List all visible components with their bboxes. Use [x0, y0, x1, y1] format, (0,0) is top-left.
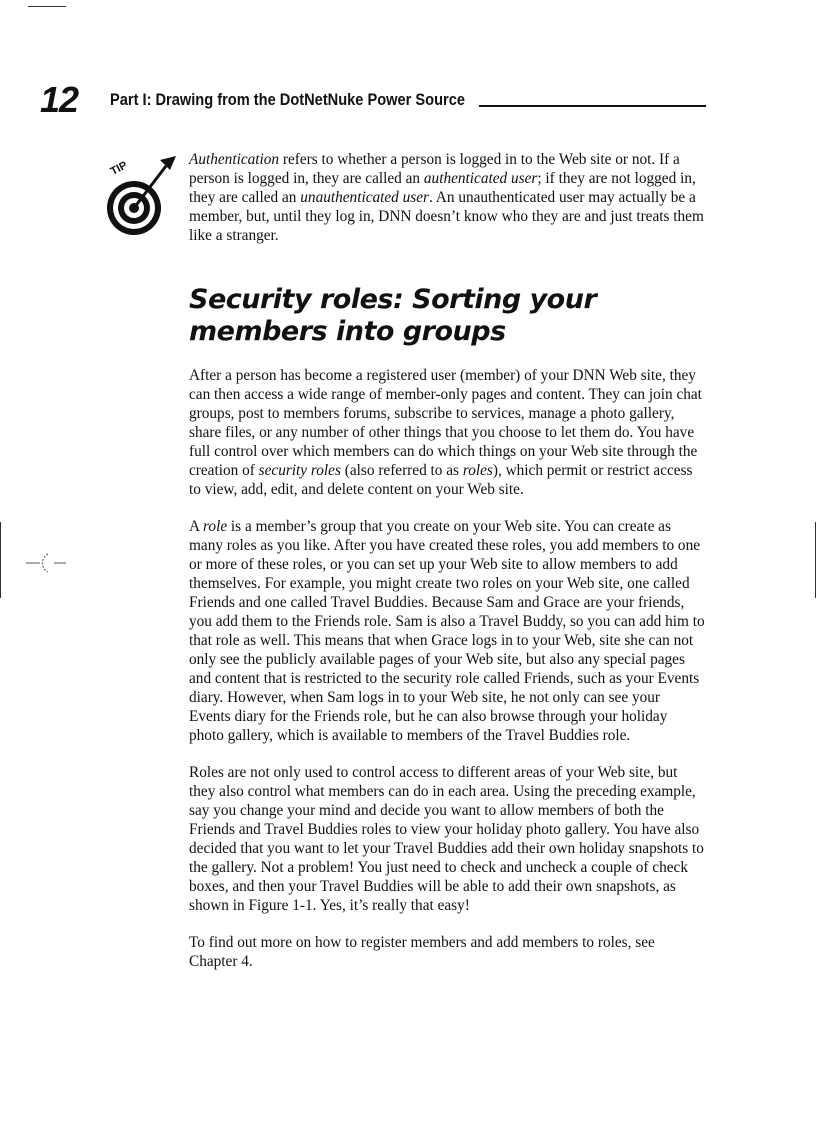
crop-mark-top: [28, 6, 66, 7]
crop-mark-left: [0, 522, 1, 598]
paragraph-4: To find out more on how to register members and add members to roles, see Chapter 4.: [189, 934, 655, 970]
registration-mark-icon: [22, 550, 68, 576]
running-head: [110, 90, 706, 110]
running-head-title: Part I: Drawing from the DotNetNuke Power Source: [110, 90, 466, 109]
page-number: 12: [40, 79, 79, 120]
paragraph-2: A role is a member’s group that you create on your Web site. You can create as many roles as you like. After you have created these roles, you add members to one or more of these roles, or you can set up your Web site to allow members to add themselves. For example, you might create two roles on your Web site, one called Friends and one called Travel Buddies. Because Sam and Grace are your friends, you add them to the Friends role. Sam is also a Travel Buddy, so you can add him to that role as well. This means that when Grace logs in to your Web, site she can not only see the publicly available pages of your Web site, but also any special pages and content that is restricted to the security role called Friends, such as your Events diary. However, when Sam logs in to your Web site, he not only can see your Events diary for the Friends role, but he can also browse through your holiday photo gallery, which is available to members of the Travel Buddies role.: [189, 518, 705, 744]
running-head-rule: [479, 105, 706, 107]
section-heading: Security roles: Sorting your members into groups: [189, 284, 597, 347]
paragraph-1: After a person has become a registered user (member) of your DNN Web site, they can then access a wide range of member-only pages and content. They can join chat groups, post to members forums, subscribe to services, manage a photo gallery, share files, or any number of other things that you choose to let them do. You have full control over which members can do which things on your Web site through the creation of security roles (also referred to as roles), which permit or restrict access to view, add, edit, and delete content on your Web site.: [189, 367, 702, 498]
paragraph-3: Roles are not only used to control access to different areas of your Web site, but they also control what members can do in each area. Using the preceding example, say you change your mind and decide you want to allow members of both the Friends and Travel Buddies roles to view your holiday photo gallery. You have also decided that you want to let your Travel Buddies add their own holiday snapshots to the gallery. Not a problem! You just need to check and uncheck a couple of check boxes, and then your Travel Buddies will be able to add their own snapshots, as shown in Figure 1-1. Yes, it’s really that easy!: [189, 764, 704, 914]
tip-label: TIP: [108, 159, 130, 178]
tip-target-icon: [104, 150, 180, 240]
main-body: [189, 366, 705, 989]
tip-paragraph: Authentication refers to whether a person is logged in to the Web site or not. If a person is logged in, they are called an authenticated user; if they are not logged in, they are called an unauthenticated user. An unauthenticated user may actually be a member, but, until they log in, DNN doesn’t know who they are and just treats them like a stranger.: [189, 151, 704, 244]
